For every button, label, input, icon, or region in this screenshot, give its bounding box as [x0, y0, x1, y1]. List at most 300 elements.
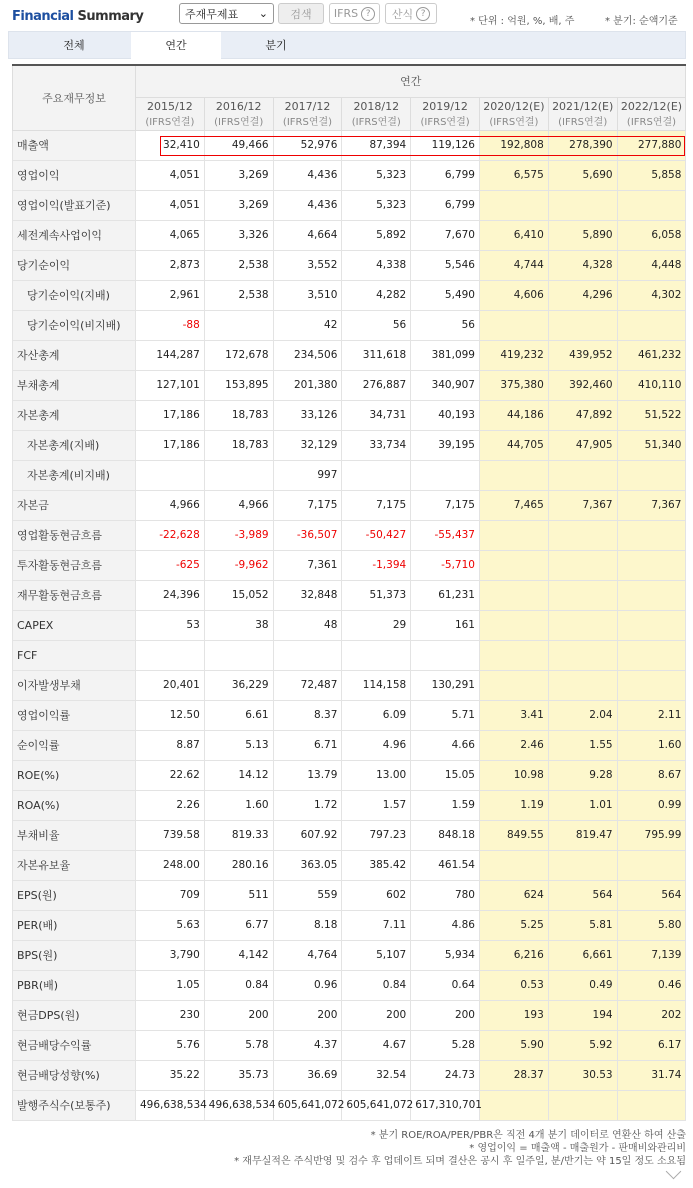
table-cell: 0.96	[273, 970, 342, 1000]
table-cell: 44,186	[479, 400, 548, 430]
table-cell: 44,705	[479, 430, 548, 460]
table-cell	[548, 190, 617, 220]
table-cell: 795.99	[617, 820, 686, 850]
table-cell	[548, 550, 617, 580]
table-cell: 602	[342, 880, 411, 910]
table-cell: 5.71	[411, 700, 480, 730]
table-cell: 624	[479, 880, 548, 910]
table-cell: 4.37	[273, 1030, 342, 1060]
table-cell: 7,175	[411, 490, 480, 520]
table-cell	[479, 580, 548, 610]
table-cell: 32,129	[273, 430, 342, 460]
table-row	[13, 220, 686, 250]
table-cell: 15,052	[204, 580, 273, 610]
table-cell: 8.87	[136, 730, 205, 760]
table-cell: 0.49	[548, 970, 617, 1000]
table-cell: 202	[617, 1000, 686, 1030]
table-cell: 29	[342, 610, 411, 640]
chevron-down-icon: ⌄	[258, 7, 268, 20]
table-cell: 47,892	[548, 400, 617, 430]
table-cell: 200	[204, 1000, 273, 1030]
column-period: 2020/12(E)	[483, 99, 545, 113]
table-row	[13, 700, 686, 730]
table-row	[13, 730, 686, 760]
table-cell: 559	[273, 880, 342, 910]
table-cell	[479, 670, 548, 700]
table-cell: 4,764	[273, 940, 342, 970]
table-cell: 13.79	[273, 760, 342, 790]
table-cell	[411, 460, 480, 490]
table-cell: 7,367	[548, 490, 617, 520]
table-cell: 617,310,701	[411, 1090, 480, 1120]
row-label: 당기순이익(비지배)	[13, 310, 136, 340]
table-cell	[617, 850, 686, 880]
table-cell: 36,229	[204, 670, 273, 700]
table-cell: 230	[136, 1000, 205, 1030]
table-cell: 13.00	[342, 760, 411, 790]
table-cell: 0.46	[617, 970, 686, 1000]
table-row	[13, 160, 686, 190]
table-cell: 3,552	[273, 250, 342, 280]
row-label: 영업활동현금흐름	[13, 520, 136, 550]
row-label: FCF	[13, 640, 136, 670]
table-cell: 119,126	[411, 130, 480, 160]
table-cell: 6.17	[617, 1030, 686, 1060]
column-period: 2015/12	[147, 99, 193, 113]
table-cell: 28.37	[479, 1060, 548, 1090]
table-cell: 419,232	[479, 340, 548, 370]
table-cell: 6.61	[204, 700, 273, 730]
table-cell: 280.16	[204, 850, 273, 880]
table-cell	[342, 640, 411, 670]
table-cell: 4.86	[411, 910, 480, 940]
table-cell: 605,641,072	[342, 1090, 411, 1120]
row-label: ROE(%)	[13, 760, 136, 790]
table-cell: 39,195	[411, 430, 480, 460]
table-row	[13, 520, 686, 550]
table-row	[13, 880, 686, 910]
table-cell: 30.53	[548, 1060, 617, 1090]
table-cell: 819.47	[548, 820, 617, 850]
table-row	[13, 310, 686, 340]
row-label: 투자활동현금흐름	[13, 550, 136, 580]
table-cell: 4,436	[273, 190, 342, 220]
table-cell: 7,361	[273, 550, 342, 580]
table-cell: 2.04	[548, 700, 617, 730]
table-cell: 2,961	[136, 280, 205, 310]
footnote: * 분기 ROE/ROA/PER/PBR은 직전 4개 분기 데이터로 연환산 하여 산출	[370, 1130, 686, 1141]
table-cell: 1.60	[204, 790, 273, 820]
table-row	[13, 820, 686, 850]
table-cell: 5,546	[411, 250, 480, 280]
table-cell	[548, 670, 617, 700]
table-cell: 200	[342, 1000, 411, 1030]
column-header	[136, 97, 205, 130]
table-cell	[479, 520, 548, 550]
table-row	[13, 1000, 686, 1030]
table-cell	[548, 640, 617, 670]
table-cell: 2.11	[617, 700, 686, 730]
table-cell: 87,394	[342, 130, 411, 160]
table-cell	[479, 610, 548, 640]
table-cell: 4,744	[479, 250, 548, 280]
table-cell: 51,340	[617, 430, 686, 460]
table-cell: 24.73	[411, 1060, 480, 1090]
table-cell: 33,126	[273, 400, 342, 430]
row-label: 영업이익(발표기준)	[13, 190, 136, 220]
table-cell: 819.33	[204, 820, 273, 850]
table-cell: 4,436	[273, 160, 342, 190]
table-cell: 200	[411, 1000, 480, 1030]
column-period: 2021/12(E)	[552, 99, 614, 113]
table-cell	[548, 850, 617, 880]
row-label: 자본총계(지배)	[13, 430, 136, 460]
tab-annual[interactable]: 연간	[131, 32, 221, 61]
row-label: 이자발생부채	[13, 670, 136, 700]
table-cell: 4,606	[479, 280, 548, 310]
table-cell: 38	[204, 610, 273, 640]
table-cell: 392,460	[548, 370, 617, 400]
table-cell: 1.60	[617, 730, 686, 760]
table-row	[13, 340, 686, 370]
table-cell: 5.28	[411, 1030, 480, 1060]
table-cell: 1.59	[411, 790, 480, 820]
statement-type-select[interactable]: 주재무제표 ⌄	[179, 3, 274, 24]
table-cell: 6.77	[204, 910, 273, 940]
table-cell: -1,394	[342, 550, 411, 580]
period-tabs	[8, 31, 686, 59]
corner-header: 주요재무정보	[13, 65, 136, 130]
table-cell: 32,410	[136, 130, 205, 160]
column-basis: (IFRS연결)	[558, 116, 608, 128]
table-cell: 31.74	[617, 1060, 686, 1090]
table-cell: 4,282	[342, 280, 411, 310]
table-row	[13, 940, 686, 970]
table-cell	[479, 850, 548, 880]
table-cell: 1.57	[342, 790, 411, 820]
table-cell: 564	[617, 880, 686, 910]
table-cell: 607.92	[273, 820, 342, 850]
row-label: ROA(%)	[13, 790, 136, 820]
table-cell: 53	[136, 610, 205, 640]
row-label: 당기순이익	[13, 250, 136, 280]
table-cell: 496,638,534	[136, 1090, 205, 1120]
table-row	[13, 580, 686, 610]
table-cell: 797.23	[342, 820, 411, 850]
table-cell: 3.41	[479, 700, 548, 730]
table-cell: 5.13	[204, 730, 273, 760]
table-cell: 739.58	[136, 820, 205, 850]
table-cell: 6.09	[342, 700, 411, 730]
table-cell	[617, 640, 686, 670]
column-period: 2022/12(E)	[620, 99, 683, 113]
column-period: 2019/12	[422, 99, 468, 113]
table-cell: 0.84	[204, 970, 273, 1000]
table-cell	[548, 610, 617, 640]
table-cell: 18,783	[204, 430, 273, 460]
table-cell: 32,848	[273, 580, 342, 610]
table-cell: 42	[273, 310, 342, 340]
table-cell: 248.00	[136, 850, 205, 880]
table-cell: 4,664	[273, 220, 342, 250]
table-cell: 4,065	[136, 220, 205, 250]
table-cell: 4,051	[136, 160, 205, 190]
table-cell: 848.18	[411, 820, 480, 850]
table-cell: 114,158	[342, 670, 411, 700]
table-cell: 33,734	[342, 430, 411, 460]
table-cell: 5.25	[479, 910, 548, 940]
table-row	[13, 1060, 686, 1090]
column-period: 2016/12	[215, 99, 262, 113]
table-cell: 340,907	[411, 370, 480, 400]
column-period: 2017/12	[284, 99, 331, 113]
table-cell: 7,175	[342, 490, 411, 520]
table-cell: 5.92	[548, 1030, 617, 1060]
table-cell: 5,934	[411, 940, 480, 970]
table-cell	[479, 190, 548, 220]
row-label: 자본총계	[13, 400, 136, 430]
table-cell: -55,437	[411, 520, 480, 550]
table-cell: 234,506	[273, 340, 342, 370]
table-cell: 4,051	[136, 190, 205, 220]
table-cell: 200	[273, 1000, 342, 1030]
table-cell: 7,670	[411, 220, 480, 250]
table-cell: 24,396	[136, 580, 205, 610]
table-row	[13, 250, 686, 280]
table-cell: 0.64	[411, 970, 480, 1000]
table-cell: 172,678	[204, 340, 273, 370]
table-cell: 61,231	[411, 580, 480, 610]
table-cell	[273, 640, 342, 670]
table-cell	[479, 460, 548, 490]
table-row	[13, 280, 686, 310]
column-basis: (IFRS연결)	[420, 116, 470, 128]
page-title: Financial Summary	[12, 9, 144, 24]
table-cell: 3,790	[136, 940, 205, 970]
column-basis: (IFRS연결)	[351, 116, 401, 128]
table-cell: 5.90	[479, 1030, 548, 1060]
table-cell: 7.11	[342, 910, 411, 940]
table-cell: 36.69	[273, 1060, 342, 1090]
table-cell: 5.80	[617, 910, 686, 940]
revenue-highlight-box	[160, 136, 685, 156]
search-button[interactable]: 검색	[278, 3, 324, 24]
table-cell: 564	[548, 880, 617, 910]
table-cell: 277,880	[617, 130, 686, 160]
row-label: 현금배당성향(%)	[13, 1060, 136, 1090]
row-label: 영업이익률	[13, 700, 136, 730]
table-row	[13, 400, 686, 430]
table-cell: -9,962	[204, 550, 273, 580]
table-cell: 48	[273, 610, 342, 640]
column-header	[411, 97, 480, 130]
table-cell: 192,808	[479, 130, 548, 160]
table-row	[13, 430, 686, 460]
row-label: 자본금	[13, 490, 136, 520]
table-cell: 12.50	[136, 700, 205, 730]
table-cell	[617, 610, 686, 640]
table-cell: 0.99	[617, 790, 686, 820]
table-cell	[617, 460, 686, 490]
table-cell: 3,269	[204, 160, 273, 190]
tab-all[interactable]: 전체	[63, 39, 85, 52]
table-cell: -36,507	[273, 520, 342, 550]
table-cell: 56	[411, 310, 480, 340]
table-cell: 363.05	[273, 850, 342, 880]
table-cell: 51,373	[342, 580, 411, 610]
table-cell: 7,139	[617, 940, 686, 970]
table-cell: 6,058	[617, 220, 686, 250]
table-cell: 5,323	[342, 160, 411, 190]
table-cell: 0.84	[342, 970, 411, 1000]
table-cell: -5,710	[411, 550, 480, 580]
table-row	[13, 970, 686, 1000]
table-cell: 4.67	[342, 1030, 411, 1060]
table-cell: 5.63	[136, 910, 205, 940]
ifrs-help-button[interactable]: IFRS ?	[329, 3, 380, 24]
question-icon: ?	[361, 7, 375, 21]
table-cell: 4,302	[617, 280, 686, 310]
table-cell: 35.22	[136, 1060, 205, 1090]
table-cell: 10.98	[479, 760, 548, 790]
table-cell: 4.96	[342, 730, 411, 760]
table-row	[13, 670, 686, 700]
table-cell: 34,731	[342, 400, 411, 430]
quarter-note: * 분기: 순액기준	[605, 16, 678, 27]
row-label: 부채비율	[13, 820, 136, 850]
question-icon: ?	[416, 7, 430, 21]
table-cell: 375,380	[479, 370, 548, 400]
table-cell: 4,142	[204, 940, 273, 970]
column-basis: (IFRS연결)	[214, 116, 264, 128]
table-row	[13, 850, 686, 880]
table-cell: 849.55	[479, 820, 548, 850]
unit-note: * 단위 : 억원, %, 배, 주	[470, 16, 575, 27]
table-cell	[204, 310, 273, 340]
table-cell: 461,232	[617, 340, 686, 370]
table-cell	[617, 580, 686, 610]
table-cell: 51,522	[617, 400, 686, 430]
table-cell: 17,186	[136, 430, 205, 460]
table-cell: 5.78	[204, 1030, 273, 1060]
table-cell: 311,618	[342, 340, 411, 370]
tab-quarter[interactable]: 분기	[265, 39, 287, 52]
table-cell: 4,328	[548, 250, 617, 280]
row-label: 자산총계	[13, 340, 136, 370]
table-cell	[548, 580, 617, 610]
table-cell: 56	[342, 310, 411, 340]
table-cell: 496,638,534	[204, 1090, 273, 1120]
table-cell: 385.42	[342, 850, 411, 880]
table-cell: 144,287	[136, 340, 205, 370]
table-cell: 35.73	[204, 1060, 273, 1090]
table-cell: 5,107	[342, 940, 411, 970]
table-cell: 6,661	[548, 940, 617, 970]
formula-help-button[interactable]: 산식 ?	[385, 3, 437, 24]
table-cell: 1.01	[548, 790, 617, 820]
table-cell: 4,338	[342, 250, 411, 280]
table-cell: 194	[548, 1000, 617, 1030]
table-cell	[617, 670, 686, 700]
table-cell: 5,490	[411, 280, 480, 310]
table-cell: 15.05	[411, 760, 480, 790]
table-cell: 20,401	[136, 670, 205, 700]
table-cell: 1.05	[136, 970, 205, 1000]
table-cell: -88	[136, 310, 205, 340]
table-cell: 2,538	[204, 250, 273, 280]
table-cell	[136, 640, 205, 670]
table-cell: 2.26	[136, 790, 205, 820]
table-cell: 201,380	[273, 370, 342, 400]
table-cell: 49,466	[204, 130, 273, 160]
table-cell: 5.76	[136, 1030, 205, 1060]
table-cell: 18,783	[204, 400, 273, 430]
table-cell	[136, 460, 205, 490]
row-label: PER(배)	[13, 910, 136, 940]
row-label: 당기순이익(지배)	[13, 280, 136, 310]
table-cell: 14.12	[204, 760, 273, 790]
table-cell: 6,799	[411, 190, 480, 220]
table-cell: 193	[479, 1000, 548, 1030]
table-cell	[548, 310, 617, 340]
table-cell: 7,367	[617, 490, 686, 520]
table-cell: 461.54	[411, 850, 480, 880]
table-cell	[479, 640, 548, 670]
table-cell: 4,448	[617, 250, 686, 280]
table-cell: 8.67	[617, 760, 686, 790]
table-row	[13, 760, 686, 790]
table-cell: 6,799	[411, 160, 480, 190]
table-cell: 4,966	[136, 490, 205, 520]
column-header	[204, 97, 273, 130]
table-cell	[617, 1090, 686, 1120]
table-cell: 5,892	[342, 220, 411, 250]
table-cell: 276,887	[342, 370, 411, 400]
table-cell: 5,323	[342, 190, 411, 220]
table-cell: 1.55	[548, 730, 617, 760]
row-label: 자본총계(비지배)	[13, 460, 136, 490]
table-cell: 410,110	[617, 370, 686, 400]
table-cell	[342, 460, 411, 490]
row-label: 순이익률	[13, 730, 136, 760]
row-label: PBR(배)	[13, 970, 136, 1000]
table-cell: 1.72	[273, 790, 342, 820]
table-cell: 6,410	[479, 220, 548, 250]
table-cell: 127,101	[136, 370, 205, 400]
table-cell: 22.62	[136, 760, 205, 790]
table-cell: 4,296	[548, 280, 617, 310]
row-label: 재무활동현금흐름	[13, 580, 136, 610]
table-cell: 3,326	[204, 220, 273, 250]
column-period: 2018/12	[353, 99, 400, 113]
row-label: 매출액	[13, 130, 136, 160]
row-label: BPS(원)	[13, 940, 136, 970]
table-cell: -50,427	[342, 520, 411, 550]
table-cell: 381,099	[411, 340, 480, 370]
table-cell: 40,193	[411, 400, 480, 430]
table-cell: 5,890	[548, 220, 617, 250]
table-cell	[548, 460, 617, 490]
table-cell: 1.19	[479, 790, 548, 820]
table-cell: -625	[136, 550, 205, 580]
table-cell: 2.46	[479, 730, 548, 760]
table-cell: 605,641,072	[273, 1090, 342, 1120]
table-cell: 130,291	[411, 670, 480, 700]
table-row	[13, 640, 686, 670]
footnote: * 영업이익 = 매출액 - 매출원가 - 판매비와관리비	[469, 1143, 686, 1154]
column-header	[548, 97, 617, 130]
table-cell	[617, 310, 686, 340]
